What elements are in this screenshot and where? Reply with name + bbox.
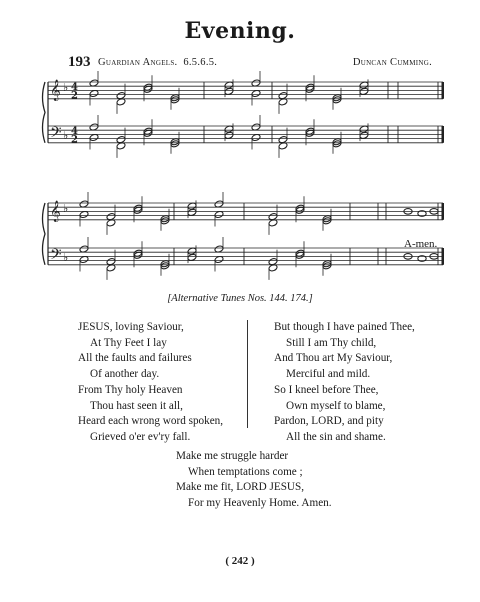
stanza-line: But though I have pained Thee, (274, 321, 415, 333)
stanza-line: Still I am Thy child, (286, 336, 377, 349)
stanza-line: When temptations come ; (188, 465, 303, 478)
time-sig-denominator: 2 (71, 90, 78, 102)
hymn-number: 193 (68, 54, 91, 70)
stanza-line: Grieved o'er ev'ry fall. (90, 430, 191, 443)
time-sig-denominator: 2 (71, 134, 78, 146)
stanza-4 (274, 383, 386, 445)
tune-title: Guardian Angels. (98, 57, 178, 68)
music-score (0, 0, 480, 300)
flat-icon: ♭ (63, 202, 69, 215)
stanza-1 (78, 320, 192, 382)
stanza-line: For my Heavenly Home. Amen. (188, 496, 332, 509)
flat-icon: ♭ (63, 81, 69, 94)
meter: 6.5.6.5. (183, 57, 218, 68)
amen-label: A-men. (404, 238, 438, 250)
stanza-2 (78, 383, 223, 445)
stanza-5 (176, 449, 332, 511)
time-sig-numerator: 4 (71, 126, 78, 137)
final-bar (442, 248, 445, 265)
stanza-line: At Thy Feet I lay (90, 336, 167, 349)
stanza-line: From Thy holy Heaven (78, 384, 183, 396)
brace-icon (43, 203, 46, 265)
stanza-3 (274, 320, 415, 382)
brace-icon (43, 82, 46, 143)
bass-clef-icon: 𝄢 (50, 246, 62, 267)
stanza-line: Make me fit, LORD JESUS, (176, 481, 305, 493)
final-bar (442, 126, 445, 143)
stanza-line: Of another day. (90, 367, 160, 380)
flat-icon: ♭ (63, 129, 69, 142)
flat-icon: ♭ (63, 251, 69, 264)
composer: Duncan Cumming. (352, 57, 432, 68)
bass-clef-icon: 𝄢 (50, 124, 62, 145)
stanza-line: Own myself to blame, (286, 399, 386, 412)
stanza-line: Merciful and mild. (286, 367, 371, 380)
verse-divider (247, 320, 248, 428)
stanza-line: Make me struggle harder (176, 450, 289, 462)
stanza-line: All the sin and shame. (286, 430, 386, 443)
alternative-tunes: [Alternative Tunes Nos. 144. 174.] (167, 293, 313, 304)
page-number: ( 242 ) (225, 555, 255, 567)
stanza-line: Heard each wrong word spoken, (78, 415, 224, 427)
stanza-line: JESUS, loving Saviour, (78, 321, 184, 333)
stanza-line: Pardon, LORD, and pity (274, 415, 384, 427)
final-bar (442, 203, 445, 220)
section-title: Evening. (184, 18, 296, 44)
time-sig-numerator: 4 (71, 82, 78, 93)
final-bar (442, 82, 445, 99)
stanza-line: All the faults and failures (78, 352, 192, 364)
stanza-line: So I kneel before Thee, (274, 384, 379, 396)
treble-clef-icon: 𝄞 (50, 80, 61, 101)
treble-clef-icon: 𝄞 (50, 201, 61, 222)
stanza-line: Thou hast seen it all, (90, 399, 183, 412)
stanza-line: And Thou art My Saviour, (274, 352, 393, 364)
